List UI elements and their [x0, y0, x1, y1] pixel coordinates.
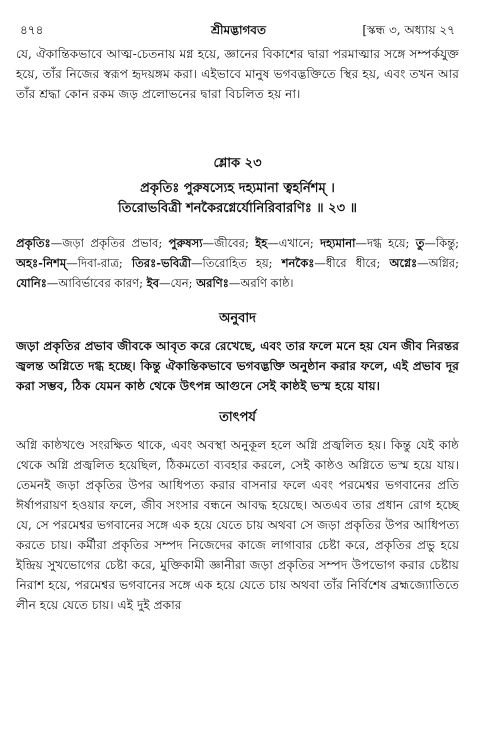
- synonym-meaning: যেন;: [170, 276, 197, 290]
- synonym-word: শনকৈঃ: [281, 256, 315, 270]
- synonym-meaning: দগ্ধ হয়ে;: [366, 236, 416, 250]
- page-number: ৪৭৪: [20, 23, 44, 37]
- synonym-word: প্রকৃতিঃ: [16, 236, 51, 250]
- synonym-word: পুরুষস্য: [168, 236, 203, 250]
- spacer: [16, 396, 459, 408]
- synonym-meaning: ধীরে ধীরে;: [325, 256, 390, 270]
- synonym-meaning: এখানে;: [278, 236, 321, 250]
- spacer: [16, 104, 459, 154]
- page-body: [16, 44, 459, 615]
- book-title: শ্রীমদ্ভাগবত: [210, 23, 266, 37]
- synonym-word: ইহ: [255, 236, 268, 250]
- synonym-word: তিরঃ-ভবিত্রী: [131, 256, 192, 270]
- synonym-meaning: কিন্তু;: [435, 236, 459, 250]
- synonym-word: তু: [415, 236, 425, 250]
- synonym-meaning: জীবের;: [214, 236, 256, 250]
- verse-line-2: তিরোভবিত্রী শনকৈরগ্নের্যোনিরিবারণিঃ ॥ ২৩ ॥: [118, 201, 357, 216]
- synonym-meaning: তিরোহিত হয়;: [202, 256, 282, 270]
- synonym-word: অরণিঃ: [196, 276, 229, 290]
- synonym-word: ইব: [146, 276, 160, 290]
- synonym-word: দহ্যমানা: [320, 236, 356, 250]
- synonym-meaning: দিবা-রাত্র;: [77, 256, 132, 270]
- verse-heading: শ্লোক ২৩: [213, 156, 262, 171]
- purport-heading: তাৎপর্য: [219, 410, 256, 425]
- synonym-word: যোনিঃ: [16, 276, 47, 290]
- verse-line-1: প্রকৃতিঃ পুরুষস্যেহ দহ্যমানা ত্বহর্নিশম্‌ ।: [140, 181, 335, 196]
- purport-text: অগ্নি কাষ্ঠখণ্ডে সংরক্ষিত থাকে, এবং অবস্থা অনুকূল হলে অগ্নি প্রজ্বলিত হয়। কিন্তু যেই কাষ্ঠ থেকে অগ্নি প্রজ্বলিত হয়েছিল, ঠিকমতো ব্যবহার করলে, সেই কাষ্ঠও অগ্নিতে ভস্ম হয়ে যায়। তেমনই জড়া প্রকৃতির উপর আধিপত্য করার বাসনার ফলে এবং পরমেশ্বর ভগবানের প্রতি ঈর্ষাপরায়ণ হওয়ার ফলে, জীব সংসার বন্ধনে আবদ্ধ হয়েছে। অতএব তার প্রধান রোগ হচ্ছে যে, সে পরমেশ্বর ভগবানের সঙ্গে এক হয়ে যেতে চায় অথবা সে জড়া প্রকৃতির উপর আধিপত্য করতে চায়। কর্মীরা প্রকৃতির সম্পদ নিজেদের কাজে লাগাবার চেষ্টা করে, প্রকৃতির প্রভু হয়ে ইন্দ্রিয় সুখভোগের চেষ্টা করে, মুক্তিকামী জ্ঞানীরা জড়া প্রকৃতির সম্পদ উপভোগ করার চেষ্টায় নিরাশ হয়ে, পরমেশ্বর ভগবানের সঙ্গে এক হয়ে যেতে চায় অথবা তাঁর নির্বিশেষ ব্রহ্মজ্যোতিতে লীন হয়ে যেতে চায়। এই দুই প্রকার: [16, 438, 459, 612]
- spacer: [16, 293, 459, 309]
- chapter-reference: [স্কন্ধ ৩, অধ্যায় ২৭: [362, 23, 455, 37]
- synonym-word: অগ্নেঃ: [389, 256, 418, 270]
- translation-text: জড়া প্রকৃতির প্রভাব জীবকে আবৃত করে রেখেছে, এবং তার ফলে মনে হয় যেন জীব নিরন্তর জ্বলন্ত অগ্নিতে দগ্ধ হচ্ছে। কিন্তু ঐকান্তিকভাবে ভগবদ্ভক্তি অনুষ্ঠান করার ফলে, এই প্রভাব দূর করা সম্ভব, ঠিক যেমন কাষ্ঠ থেকে উৎপন্ন আগুনে সেই কাষ্ঠই ভস্ম হয়ে যায়।: [16, 339, 460, 393]
- intro-paragraph: যে, ঐকান্তিকভাবে আত্ম-চেতনায় মগ্ন হয়ে, জ্ঞানের বিকাশের দ্বারা পরমাত্মার সঙ্গে সম্পর্কযুক্ত হয়ে, তাঁর নিজের স্বরূপ হৃদয়ঙ্গম করা। এইভাবে মানুষ ভগবদ্ভক্তিতে স্থির হয়, এবং তখন আর তাঁর শ্রদ্ধা কোন রকম জড় প্রলোভনের দ্বারা বিচলিত হয় না।: [16, 47, 459, 101]
- synonym-meaning: জড়া প্রকৃতির প্রভাব;: [62, 236, 169, 250]
- translation-heading: অনুবাদ: [219, 311, 256, 326]
- synonym-meaning: অরণি কাষ্ঠ।: [240, 276, 294, 290]
- synonym-meaning: অগ্নির;: [428, 256, 459, 270]
- synonym-word: অহঃ-নিশম্: [16, 256, 67, 270]
- spacer: [16, 219, 459, 233]
- page-header: [16, 22, 461, 40]
- synonyms-block: প্রকৃতিঃ—জড়া প্রকৃতির প্রভাব; পুরুষস্য—জীবের; ইহ—এখানে; দহ্যমানা—দগ্ধ হয়ে; তু—কিন্তু; অহঃ-নিশম্—দিবা-রাত্র; তিরঃ-ভবিত্রী—তিরোহিত হয়; শনকৈঃ—ধীরে ধীরে; অগ্নেঃ—অগ্নির; যোনিঃ—আবির্ভাবের কারণ; ইব—যেন; অরণিঃ—অরণি কাষ্ঠ।: [16, 236, 459, 290]
- synonym-meaning: আবির্ভাবের কারণ;: [58, 276, 147, 290]
